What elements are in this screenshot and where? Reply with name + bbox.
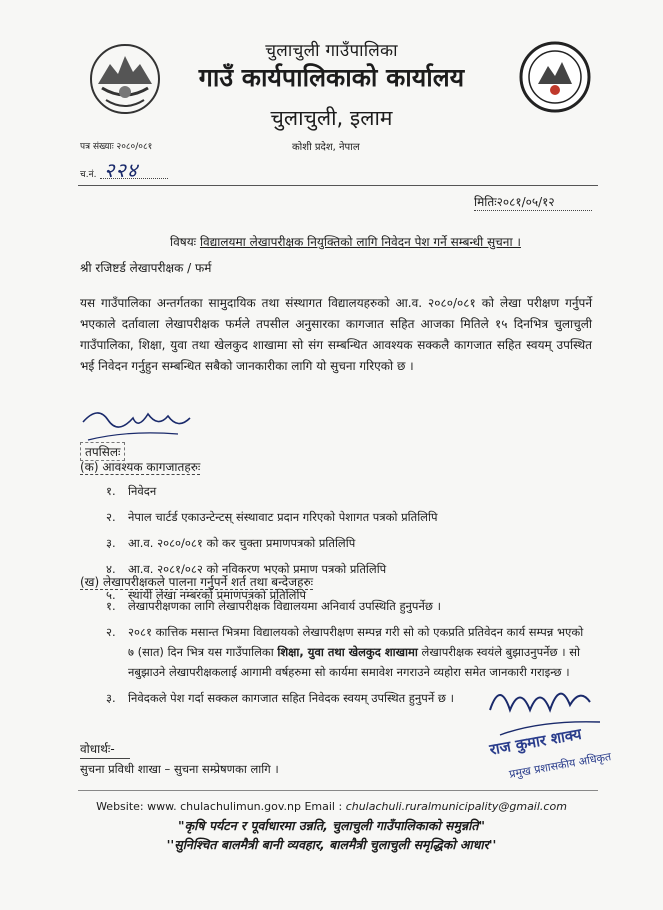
list-item (106, 533, 592, 553)
footer-divider (78, 790, 598, 791)
list-item-number: ५. (106, 588, 116, 602)
cc-underline (80, 758, 130, 759)
footer-motto-2: ''सुनिश्चित बालमैत्री बानी व्यवहार, बालमैत्री चुलाचुली समृद्धिको आधार'' (166, 837, 497, 852)
recipient: श्री रजिष्टर्ड लेखापरीक्षक / फर्म (80, 261, 212, 275)
list-item-text: निवेदकले पेश गर्दा सक्कल कागजात सहित निवेदक स्वयम् उपस्थित हुनुपर्ने छ । (128, 691, 454, 705)
notice-paragraph: यस गाउँपालिका अन्तर्गतका सामुदायिक तथा संस्थागत विद्यालयहरुको आ.व. २०८०/०८१ को लेखा परीक्षण गर्नुपर्ने भएकाले दर्तावाला लेखापरीक्षक फर्मले तपसील अनुसारका कागजात सहित आजका मितिले १५ दिनभित्र चुलाचुली गाउँपालिका, शिक्षा, युवा तथा खेलकुद शाखामा सो संग सम्बन्धित आवश्यक सक्कलै कागजात सहित स्वयम् उपस्थित भई निवेदन गर्नुहुन सम्बन्धित सबैको जानकारीका लागि यो सुचना गरिएको छ । (80, 296, 592, 373)
list-item-text: लेखापरीक्षणका लागि लेखापरीक्षक विद्यालयमा अनिवार्य उपस्थिति हुनुपर्नेछ । (128, 599, 441, 613)
dispatch-underline (100, 178, 168, 179)
list-a-title: (क) आवश्यक कागजातहरुः (80, 460, 201, 474)
list-item (106, 622, 592, 682)
office-location: चुलाचुली, इलाम (270, 106, 393, 130)
subject-value: विद्यालयमा लेखापरीक्षक नियुक्तिको लागि निवेदन पेश गर्ने सम्बन्धी सुचना । (199, 235, 521, 249)
list-item-text-part: २०८१ कात्तिक मसान्त भित्रमा विद्यालयको लेखापरीक्षण सम्पन्न गरी सो को एकप्रति प्रतिवेदन कार्य सम्पन्न भएको ७ (सात) दिन भित्र यस गाउँपालिका (128, 625, 584, 659)
list-item-number: २. (106, 625, 116, 639)
list-item-number: ४. (106, 562, 116, 576)
email-link[interactable]: chulachuli.ruralmunicipality@gmail.com (345, 800, 567, 813)
header-divider (78, 185, 598, 186)
office-name: गाउँ कार्यपालिकाको कार्यालय (198, 63, 465, 92)
cc-line: सुचना प्रविधी शाखा – सुचना सम्प्रेषणका लागि । (80, 762, 279, 776)
signatory-name-stamp: राज कुमार शाक्य (488, 724, 583, 759)
footer-motto-1: "कृषि पर्यटन र पूर्वाधारमा उन्नति, चुलाचुली गाउँपालिकाको समुन्नति" (178, 818, 485, 833)
list-item-text: निवेदन (128, 484, 157, 498)
list-item-number: २. (106, 510, 116, 524)
list-item-text: आ.व. २०८१/०८२ को नविकरण भएको प्रमाण पत्रको प्रतिलिपि (128, 562, 387, 576)
subject-label: विषयः (170, 235, 197, 249)
subject-line (170, 233, 521, 250)
reference-number: पत्र संख्याः २०८०/०८१ (80, 142, 153, 152)
list-item-text (128, 622, 592, 682)
list-item-text: स्थायी लेखा नम्बरको प्रमाणपत्रको प्रतिलिपि (128, 588, 306, 602)
dispatch-label: च.नं. (80, 170, 97, 180)
footer-contact (0, 800, 663, 813)
list-item-text: नेपाल चार्टर्ड एकाउन्टेन्टस् संस्थावाट प्रदान गरिएको पेशागत पत्रको प्रतिलिपि (128, 510, 438, 524)
list-item-number: १. (106, 484, 116, 498)
date-underline (474, 210, 592, 211)
list-item-number: ३. (106, 691, 116, 705)
annex-heading: तपसिलः (80, 442, 125, 461)
dispatch-number: २२४ (104, 158, 139, 182)
list-item-text-part: लेखापरीक्षक स्वयंले बुझाउनुपर्नेछ । सो नबुझाउने लेखापरीक्षकलाई आगामी वर्षहरुमा सो कार्यमा समावेश नगराउने व्यहोरा समेत जानकारी गराइन्छ । (128, 645, 580, 679)
letter-date: मितिः२०८१/०५/१२ (474, 195, 555, 209)
list-item-text-bold: शिक्षा, युवा तथा खेलकुद शाखामा (277, 645, 418, 659)
website-text: Website: www. chulachulimun.gov.np Email : (96, 800, 346, 813)
list-item (106, 481, 592, 501)
list-item-number: ३. (106, 536, 116, 550)
list-item-text: आ.व. २०८०/०८१ को कर चुक्ता प्रमाणपत्रको प्रतिलिपि (128, 536, 356, 550)
municipality-name: चुलाचुली गाउँपालिका (265, 41, 398, 61)
province-name: कोशी प्रदेश, नेपाल (292, 142, 360, 153)
signatory-title-stamp: प्रमुख प्रशासकीय अधिकृत (508, 750, 613, 781)
list-item (106, 507, 592, 527)
list-item (106, 596, 592, 616)
cc-label: वोधार्थः- (80, 742, 115, 756)
list-item-number: १. (106, 599, 116, 613)
list-b-title: (ख) लेखापरीक्षकले पालना गर्नुपर्ने शर्त तथा बन्देजहरुः (80, 575, 314, 589)
